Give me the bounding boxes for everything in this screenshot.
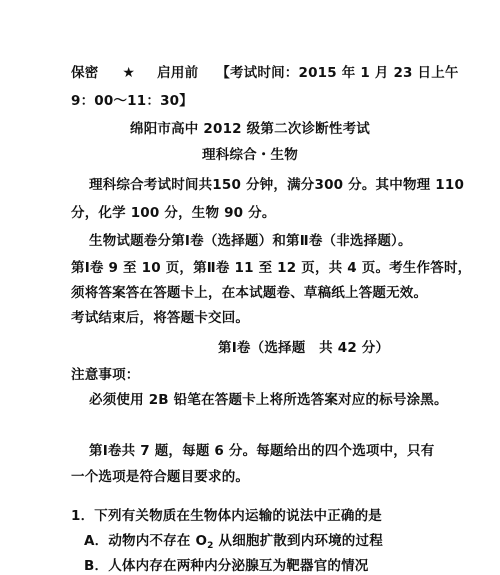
- section-heading: 第Ⅰ卷（选择题 共 42 分）: [218, 340, 390, 356]
- question-1-option-b: B．人体内存在两种内分泌腺互为靶器官的情况: [84, 558, 369, 574]
- exam-time-end: 9：00～11：30】: [71, 93, 193, 109]
- notice-label: 注意事项：: [71, 367, 140, 383]
- intro-p2-line4: 考试结束后，将答题卡交回。: [71, 310, 250, 326]
- option-a-text-post: 从细胞扩散到内环境的过程: [213, 533, 383, 549]
- exam-time-start: 【考试时间：2015 年 1 月 23 日上午: [216, 65, 459, 81]
- question-1-stem: 1．下列有关物质在生物体内运输的说法中正确的是: [71, 508, 382, 524]
- section-info-line1: 第Ⅰ卷共 7 题，每题 6 分。每题给出的四个选项中，只有: [89, 443, 435, 459]
- exam-subtitle: 理科综合・生物: [202, 147, 298, 163]
- confidential-label: 保密: [71, 65, 99, 81]
- exam-title: 绵阳市高中 2012 级第二次诊断性考试: [130, 121, 370, 137]
- option-a-subscript: 2: [207, 541, 214, 551]
- question-1-option-a: [84, 532, 383, 555]
- intro-p2-line1: 生物试题卷分第Ⅰ卷（选择题）和第Ⅱ卷（非选择题）。: [89, 233, 412, 249]
- header-line-1: [71, 64, 459, 82]
- option-a-text-pre: A．动物内不存在 O: [84, 533, 208, 549]
- intro-p1-line2: 分，化学 100 分，生物 90 分。: [71, 205, 276, 221]
- status-label: 启用前: [157, 65, 199, 81]
- star-icon: ★: [122, 65, 136, 81]
- notice-text: 必须使用 2B 铅笔在答题卡上将所选答案对应的标号涂黑。: [89, 392, 448, 408]
- intro-p2-line3: 须将答案答在答题卡上，在本试题卷、草稿纸上答题无效。: [71, 285, 428, 301]
- intro-p1-line1: 理科综合考试时间共150 分钟，满分300 分。其中物理 110: [89, 177, 465, 193]
- section-info-line2: 一个选项是符合题目要求的。: [71, 469, 250, 485]
- intro-p2-line2: 第Ⅰ卷 9 至 10 页，第Ⅱ卷 11 至 12 页，共 4 页。考生作答时，: [71, 260, 472, 276]
